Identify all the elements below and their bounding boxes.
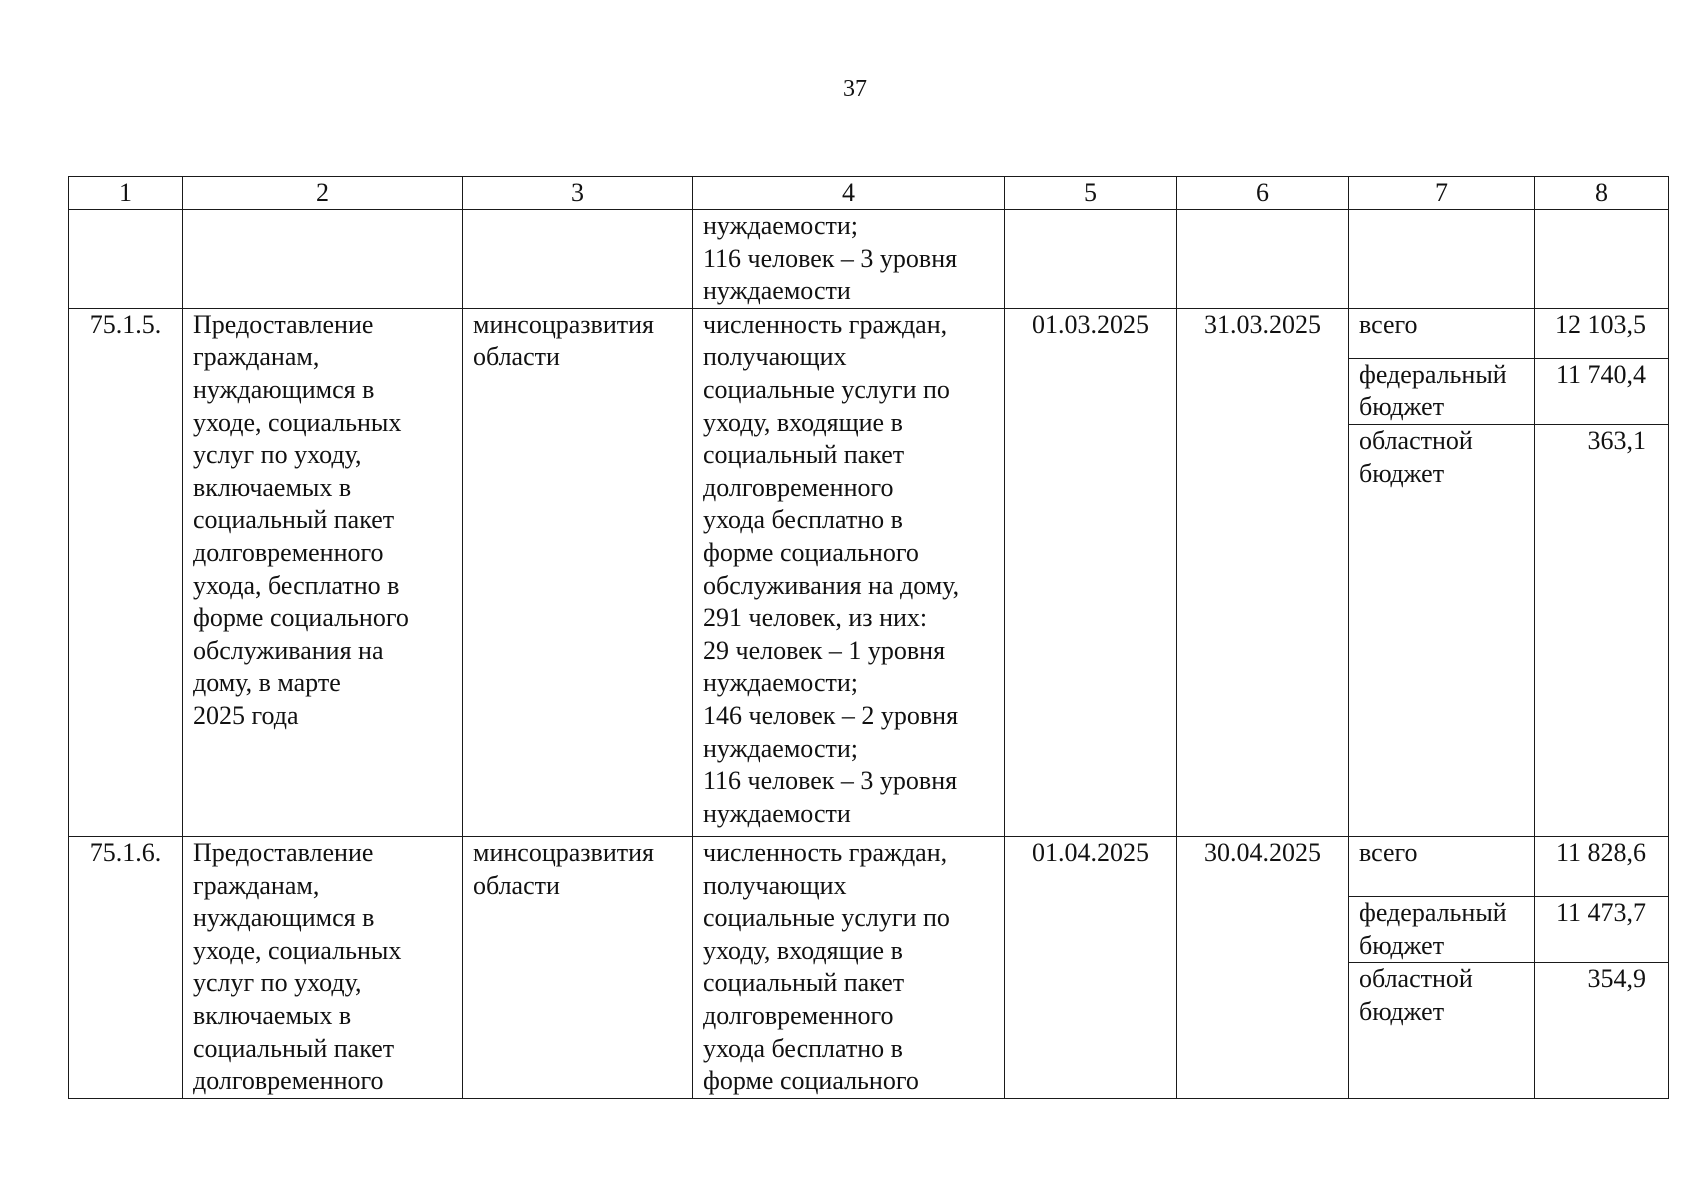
start-date: 01.04.2025 — [1005, 836, 1177, 1098]
column-header: 6 — [1177, 177, 1349, 210]
table-cell — [183, 210, 463, 309]
measure-name: Предоставление гражданам, нуждающимся в уходе, социальных услуг по уходу, включаемых в социальный пакет долговременного ухода, бесплатно в форме социального обслуживания на дому, в марте 2025 года — [183, 308, 463, 836]
end-date: 30.04.2025 — [1177, 836, 1349, 1098]
funding-source: федеральный бюджет — [1349, 896, 1535, 962]
column-header: 1 — [69, 177, 183, 210]
table-cell — [1177, 210, 1349, 309]
continuation-row — [69, 210, 1669, 309]
funding-source: федеральный бюджет — [1349, 358, 1535, 424]
funding-source: всего — [1349, 308, 1535, 358]
indicator-cell: численность граждан, получающих социальные услуги по уходу, входящие в социальный пакет долговременного ухода бесплатно в форме социального обслуживания на дому, 291 человек, из них: 29 человек – 1 уровня нуждаемости; 146 человек – 2 уровня нуждаемости; 116 человек – 3 уровня нуждаемости — [693, 308, 1005, 836]
funding-source: областной бюджет — [1349, 424, 1535, 836]
column-header-row — [69, 177, 1669, 210]
column-header: 8 — [1535, 177, 1669, 210]
funding-amount: 354,9 — [1535, 963, 1669, 1099]
funding-amount: 11 473,7 — [1535, 896, 1669, 962]
row-number: 75.1.6. — [69, 836, 183, 1098]
executor: минсоцразвития области — [463, 308, 693, 836]
row-number: 75.1.5. — [69, 308, 183, 836]
indicator-cell: нуждаемости; 116 человек – 3 уровня нуждаемости — [693, 210, 1005, 309]
column-header: 3 — [463, 177, 693, 210]
end-date: 31.03.2025 — [1177, 308, 1349, 836]
funding-amount: 11 828,6 — [1535, 836, 1669, 896]
executor: минсоцразвития области — [463, 836, 693, 1098]
funding-source: всего — [1349, 836, 1535, 896]
column-header: 4 — [693, 177, 1005, 210]
program-table — [68, 176, 1669, 1099]
table-cell — [69, 210, 183, 309]
table-cell — [1349, 210, 1535, 309]
table-row — [69, 308, 1669, 358]
table-row — [69, 836, 1669, 896]
indicator-cell: численность граждан, получающих социальные услуги по уходу, входящие в социальный пакет долговременного ухода бесплатно в форме социального — [693, 836, 1005, 1098]
measure-name: Предоставление гражданам, нуждающимся в уходе, социальных услуг по уходу, включаемых в социальный пакет долговременного — [183, 836, 463, 1098]
column-header: 2 — [183, 177, 463, 210]
start-date: 01.03.2025 — [1005, 308, 1177, 836]
funding-source: областной бюджет — [1349, 963, 1535, 1099]
column-header: 7 — [1349, 177, 1535, 210]
page-number: 37 — [843, 76, 867, 102]
column-header: 5 — [1005, 177, 1177, 210]
table-cell — [463, 210, 693, 309]
funding-amount: 12 103,5 — [1535, 308, 1669, 358]
table-cell — [1535, 210, 1669, 309]
table-cell — [1005, 210, 1177, 309]
funding-amount: 11 740,4 — [1535, 358, 1669, 424]
funding-amount: 363,1 — [1535, 424, 1669, 836]
